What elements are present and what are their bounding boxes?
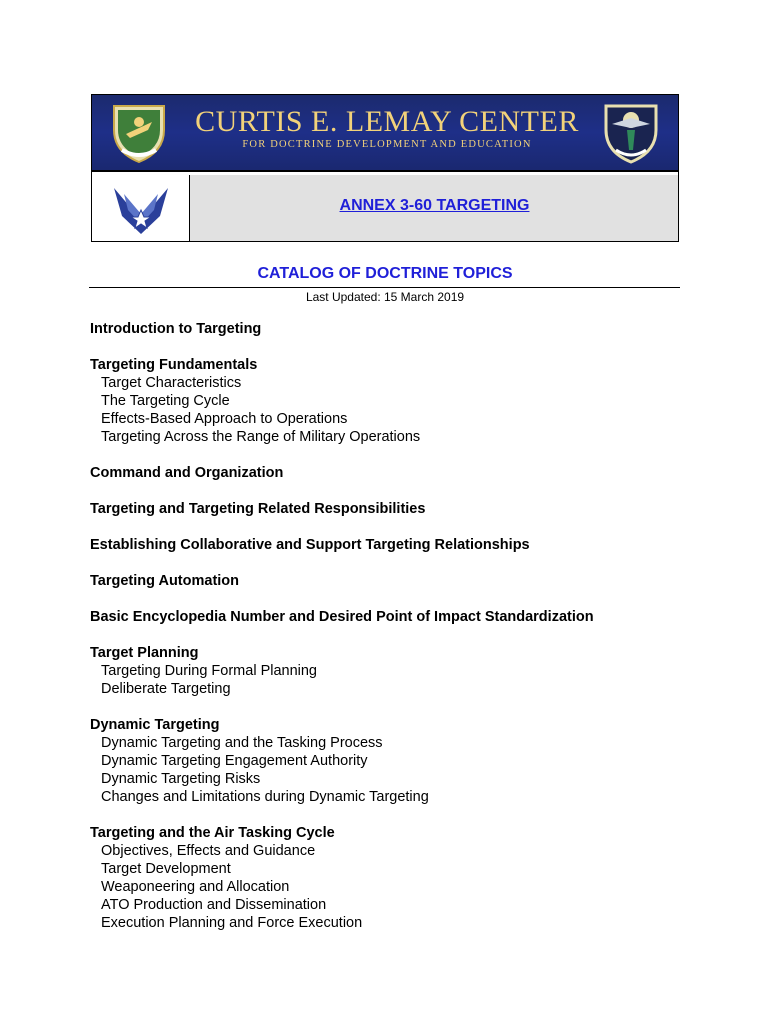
- section-title[interactable]: Targeting and Targeting Related Responsibilities: [90, 501, 426, 517]
- section-title[interactable]: Target Planning: [90, 645, 199, 661]
- subtopic-item[interactable]: Effects-Based Approach to Operations: [101, 411, 348, 427]
- air-force-wings-icon: [112, 180, 170, 236]
- topic-section: [90, 356, 690, 446]
- subtopic-item[interactable]: Targeting During Formal Planning: [101, 663, 317, 679]
- topic-section: [90, 572, 690, 590]
- subtopic-item[interactable]: Deliberate Targeting: [101, 681, 231, 697]
- section-title[interactable]: Establishing Collaborative and Support Targeting Relationships: [90, 537, 530, 553]
- section-title[interactable]: Basic Encyclopedia Number and Desired Point of Impact Standardization: [90, 609, 594, 625]
- section-title[interactable]: Targeting and the Air Tasking Cycle: [90, 825, 335, 841]
- center-name: CURTIS E. LEMAY CENTER: [195, 105, 579, 138]
- topic-section: [90, 716, 690, 806]
- subtopic-item[interactable]: Dynamic Targeting Risks: [101, 771, 261, 787]
- topic-section: [90, 824, 690, 932]
- center-subtitle: FOR DOCTRINE DEVELOPMENT AND EDUCATION: [242, 139, 532, 150]
- lemay-center-banner: [92, 95, 678, 172]
- last-updated: Last Updated: 15 March 2019: [305, 290, 465, 304]
- topic-section: [90, 644, 690, 698]
- topic-section: [90, 464, 690, 482]
- topic-section: [90, 500, 690, 518]
- header-box: [91, 94, 679, 242]
- annex-title-link[interactable]: ANNEX 3-60 TARGETING: [339, 197, 530, 214]
- section-title[interactable]: Targeting Fundamentals: [90, 357, 258, 373]
- subtopic-item[interactable]: Execution Planning and Force Execution: [101, 915, 363, 931]
- topic-section: [90, 320, 690, 338]
- section-title[interactable]: Introduction to Targeting: [90, 321, 262, 337]
- subtopic-item[interactable]: ATO Production and Dissemination: [101, 897, 327, 913]
- subtopic-item[interactable]: Target Characteristics: [101, 375, 242, 391]
- subtopic-item[interactable]: Dynamic Targeting Engagement Authority: [101, 753, 368, 769]
- section-title[interactable]: Dynamic Targeting: [90, 717, 220, 733]
- subtopic-item[interactable]: Changes and Limitations during Dynamic Targeting: [101, 789, 429, 805]
- catalog-title: CATALOG OF DOCTRINE TOPICS: [257, 265, 513, 282]
- topic-section: [90, 536, 690, 554]
- lemay-center-shield-icon: [600, 100, 662, 166]
- subtopic-item[interactable]: Objectives, Effects and Guidance: [101, 843, 316, 859]
- topic-list: [90, 320, 690, 950]
- air-university-shield-icon: [108, 100, 170, 166]
- subtopic-item[interactable]: Weaponeering and Allocation: [101, 879, 290, 895]
- subtopic-item[interactable]: Targeting Across the Range of Military Operations: [101, 429, 421, 445]
- section-title[interactable]: Command and Organization: [90, 465, 284, 481]
- divider: [89, 287, 680, 288]
- section-title[interactable]: Targeting Automation: [90, 573, 240, 589]
- subtopic-item[interactable]: Target Development: [101, 861, 231, 877]
- air-force-logo-cell: [92, 175, 190, 241]
- topic-section: [90, 608, 690, 626]
- annex-header-row: [92, 175, 678, 241]
- subtopic-item[interactable]: Dynamic Targeting and the Tasking Process: [101, 735, 383, 751]
- subtopic-item[interactable]: The Targeting Cycle: [101, 393, 230, 409]
